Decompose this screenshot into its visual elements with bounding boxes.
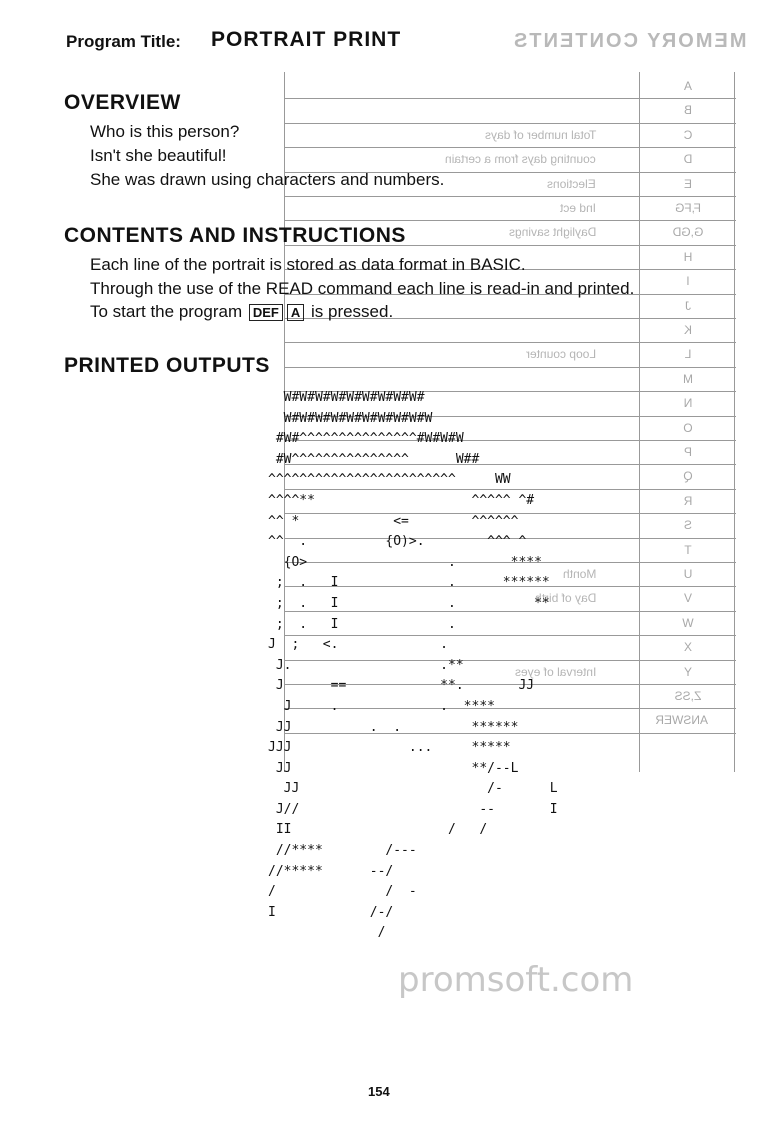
- art-line: ; . I . ******: [268, 575, 550, 591]
- art-line: J. .**: [268, 657, 464, 673]
- table-variable-letter: H: [683, 249, 693, 264]
- table-variable-letter: D: [683, 152, 693, 167]
- start-prefix: To start the program: [90, 302, 243, 321]
- table-variable-letter: ANSWER: [655, 713, 708, 728]
- overview-heading: OVERVIEW: [64, 91, 181, 114]
- table-variable-letter: F,FG: [675, 201, 701, 215]
- table-variable-letter: K: [684, 323, 693, 337]
- contents-line-2: Through the use of the READ command each line is read-in and printed.: [90, 279, 635, 298]
- art-line: ; . I .: [268, 616, 456, 632]
- table-variable-letter: I: [686, 274, 690, 289]
- watermark: promsoft.com: [398, 960, 634, 1000]
- table-variable-letter: G,GD: [672, 225, 704, 240]
- art-line: W#W#W#W#W#W#W#W#W#W: [268, 410, 433, 426]
- page-number: 154: [368, 1084, 390, 1099]
- table-row-rule: [284, 220, 736, 221]
- overview-line-2: Isn't she beautiful!: [90, 146, 227, 165]
- art-line: #W^^^^^^^^^^^^^^^ W##: [268, 451, 480, 467]
- table-variable-letter: P: [684, 445, 693, 459]
- table-description: Loop counter: [525, 347, 596, 362]
- contents-heading: CONTENTS AND INSTRUCTIONS: [64, 224, 406, 247]
- program-title-label: Program Title:: [66, 32, 181, 51]
- table-row-rule: [284, 196, 736, 197]
- table-variable-letter: A: [684, 79, 693, 93]
- art-line: ^^ * <= ^^^^^^: [268, 513, 519, 529]
- table-variable-letter: S: [684, 518, 693, 533]
- table-row-rule: [284, 342, 736, 343]
- table-description: counting days from a certain: [445, 152, 596, 167]
- table-description: Interval of eyes: [514, 664, 596, 679]
- program-title: PORTRAIT PRINT: [211, 28, 402, 51]
- contents-line-1: Each line of the portrait is stored as data format in BASIC.: [90, 255, 526, 274]
- table-variable-letter: C: [683, 127, 693, 142]
- art-line: //**** /---: [268, 843, 417, 859]
- start-suffix: is pressed.: [310, 302, 394, 321]
- outputs-heading: PRINTED OUTPUTS: [64, 354, 270, 377]
- art-line: J// -- I: [268, 801, 558, 817]
- table-description: Day of birth: [534, 591, 596, 606]
- art-line: ; . I . **: [268, 595, 550, 611]
- overview-line-1: Who is this person?: [90, 122, 240, 141]
- table-variable-letter: O: [683, 420, 693, 435]
- table-variable-letter: J: [685, 298, 691, 313]
- art-line: J == **. JJ: [268, 678, 535, 694]
- overview-line-3: She was drawn using characters and numbers.: [90, 170, 445, 189]
- table-variable-letter: Z,SS: [674, 689, 702, 703]
- art-line: W#W#W#W#W#W#W#W#W#: [268, 390, 425, 405]
- table-description: Month: [562, 567, 596, 581]
- art-line: J . . ****: [268, 698, 495, 714]
- art-line: /: [268, 925, 386, 941]
- table-row-rule: [284, 147, 736, 148]
- art-line: ^^^^^^^^^^^^^^^^^^^^^^^^ WW: [268, 472, 511, 488]
- table-variable-letter: T: [684, 542, 692, 557]
- table-variable-letter: L: [684, 347, 692, 362]
- art-line: {O> . ****: [268, 554, 542, 570]
- table-variable-letter: M: [683, 371, 693, 386]
- art-line: ^^^^** ^^^^^ ^#: [268, 492, 535, 508]
- def-key: DEF: [249, 304, 283, 321]
- table-description: Elections: [547, 176, 596, 191]
- art-line: JJ /- L: [268, 781, 558, 797]
- table-row-rule: [284, 367, 736, 368]
- table-description: Daylight savings: [508, 225, 596, 240]
- art-line: I /-/: [268, 904, 394, 920]
- table-variable-letter: Y: [684, 664, 693, 679]
- table-variable-letter: U: [683, 567, 693, 581]
- table-row-rule: [284, 98, 736, 99]
- art-line: JJ . . ******: [268, 719, 519, 735]
- table-variable-letter: X: [684, 640, 693, 655]
- table-variable-letter: B: [684, 103, 693, 118]
- portrait-printout: [268, 388, 558, 944]
- art-line: J ; <. .: [268, 637, 449, 653]
- art-line: / / -: [268, 884, 417, 900]
- art-line: II / /: [268, 822, 488, 838]
- table-variable-letter: N: [683, 396, 693, 411]
- table-variable-letter: E: [684, 176, 693, 191]
- mirrored-heading: MEMORY CONTENTS: [512, 30, 747, 52]
- a-key: A: [287, 304, 304, 321]
- table-middle-rule: [639, 72, 640, 772]
- table-variable-letter: W: [682, 615, 694, 630]
- art-line: JJ **/--L: [268, 760, 519, 776]
- table-description: Total number of days: [484, 127, 596, 142]
- art-line: JJJ ... *****: [268, 740, 511, 756]
- table-row-rule: [284, 123, 736, 124]
- art-line: //***** --/: [268, 863, 394, 879]
- table-description: Ind ect: [559, 201, 596, 215]
- art-line: #W#^^^^^^^^^^^^^^^#W#W#W: [268, 431, 464, 447]
- table-variable-letter: R: [683, 493, 693, 508]
- table-right-rule: [734, 72, 735, 772]
- art-line: ^^ . {O)>. ^^^ ^: [268, 534, 527, 550]
- contents-line-3: [90, 302, 393, 322]
- table-variable-letter: V: [684, 591, 693, 606]
- table-variable-letter: Q: [683, 469, 693, 484]
